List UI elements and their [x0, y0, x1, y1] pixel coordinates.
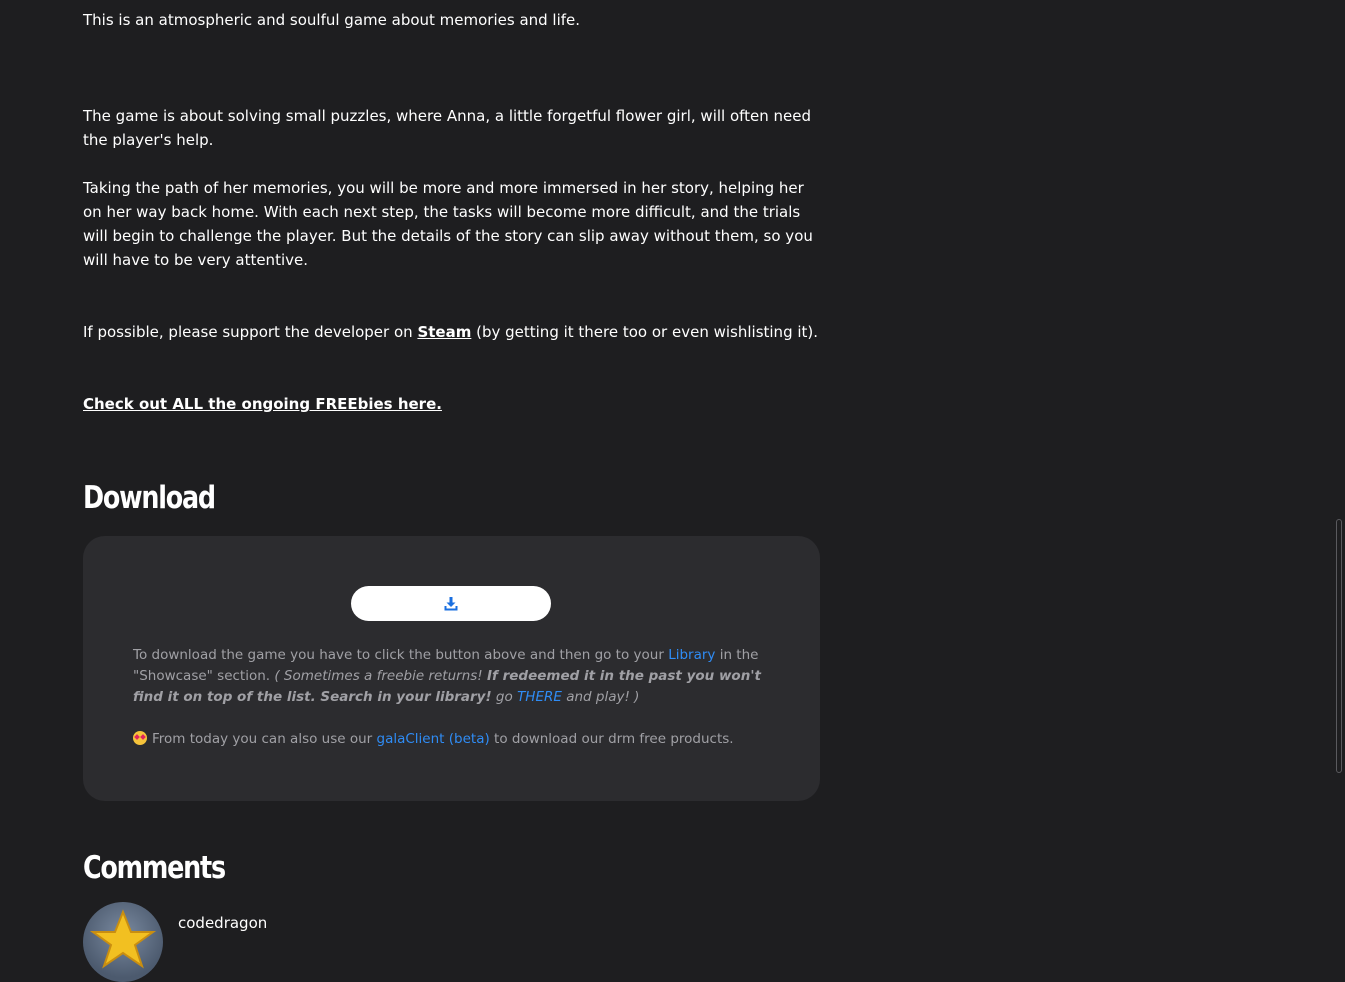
freebies-link[interactable]: Check out ALL the ongoing FREEbies here.: [83, 395, 442, 413]
description-paragraph-3: Taking the path of her memories, you will be more and more immersed in her story, helping her on her way back home. With each next step, the tasks will become more difficult, and the trials will begin to challenge the player. But the details of the story can slip away without them, so you will have to be very attentive.: [83, 179, 813, 269]
freebies-paragraph: [83, 392, 820, 416]
description-paragraph-2: The game is about solving small puzzles, where Anna, a little forgetful flower girl, will often need the player's help.: [83, 107, 812, 149]
scrollbar[interactable]: [1336, 519, 1342, 773]
instructions-text: in the "Showcase" section.: [133, 647, 759, 684]
galaclient-text: to download our drm free products.: [489, 731, 734, 747]
instructions-bold-text: If redeemed it in the past you won't find it on top of the list. Search in your library!: [133, 668, 761, 705]
download-card: [83, 536, 820, 801]
steam-link[interactable]: Steam: [417, 323, 472, 341]
star-avatar-icon: [83, 902, 163, 982]
description-paragraph-1: This is an atmospheric and soulful game about memories and life.: [83, 11, 581, 29]
galaclient-link[interactable]: galaClient (beta): [376, 731, 490, 747]
support-paragraph: [83, 320, 843, 344]
avatar[interactable]: [83, 902, 163, 982]
comments-heading: Comments: [83, 850, 225, 886]
support-text-after: (by getting it there too or even wishlisting it).: [471, 323, 819, 341]
download-icon: [443, 596, 459, 612]
there-link[interactable]: THERE: [517, 689, 562, 705]
galaclient-text: From today you can also use our: [152, 731, 377, 747]
instructions-italic-text: go: [491, 689, 518, 705]
comment-item: [83, 902, 820, 962]
star-struck-emoji-icon: [133, 731, 147, 745]
galaclient-paragraph: [133, 729, 773, 750]
download-instructions-paragraph: [133, 645, 773, 708]
support-text-before: If possible, please support the developer on: [83, 323, 418, 341]
instructions-text: To download the game you have to click the button above and then go to your: [133, 647, 669, 663]
library-link[interactable]: Library: [668, 647, 716, 663]
download-heading: Download: [83, 480, 215, 516]
instructions-italic-text: ( Sometimes a freebie returns!: [274, 668, 487, 684]
instructions-italic-text: and play! ): [561, 689, 640, 705]
download-button[interactable]: [351, 586, 551, 621]
download-instructions: [133, 645, 773, 750]
comment-username[interactable]: codedragon: [178, 914, 268, 932]
